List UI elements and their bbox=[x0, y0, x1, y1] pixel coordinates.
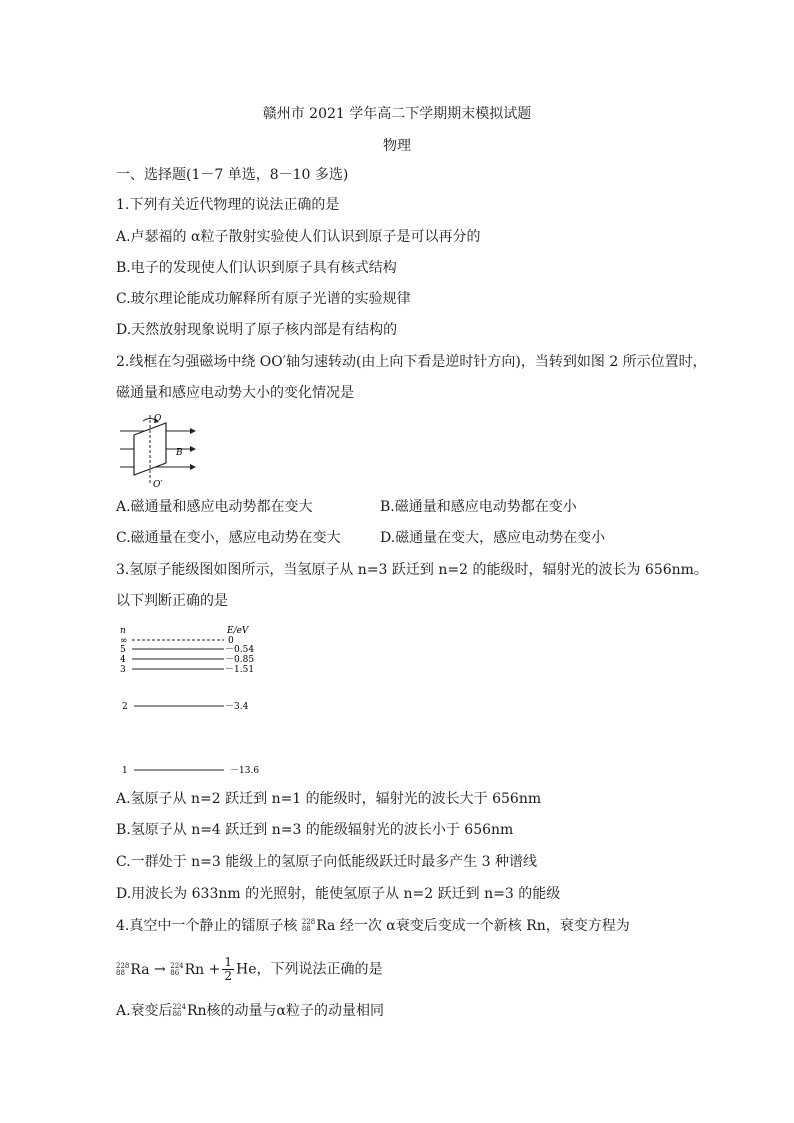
level-n-2: 2 bbox=[122, 702, 128, 712]
q4-option-a bbox=[116, 1002, 384, 1020]
opt-rn-mass: 224 bbox=[172, 1003, 186, 1011]
q4-decay-equation bbox=[116, 956, 383, 983]
q1-stem: 1.下列有关近代物理的说法正确的是 bbox=[116, 197, 340, 213]
eq-arrow: → bbox=[154, 961, 166, 978]
level-e-1: －13.6 bbox=[230, 766, 260, 776]
level-e-4: －0.85 bbox=[225, 655, 255, 665]
q2-stem-line1: 2.线框在匀强磁场中绕 OO′轴匀速转动(由上向下看是逆时针方向)，当转到如图 2 所示位置时， bbox=[116, 354, 707, 370]
eq-plus: + bbox=[208, 961, 221, 978]
q3-stem-line2: 以下判断正确的是 bbox=[116, 593, 228, 609]
axis-label-o: O bbox=[154, 414, 162, 424]
eq-rn-symbol: Rn bbox=[184, 961, 205, 978]
q2-stem-line2: 磁通量和感应电动势大小的变化情况是 bbox=[116, 385, 354, 401]
eq-rn-mass: 224 bbox=[170, 961, 184, 970]
q3-stem-line1: 3.氢原子能级图如图所示，当氢原子从 n=3 跃迁到 n=2 的能级时，辐射光的波长为 656nm。 bbox=[116, 562, 708, 578]
level-e-inf: 0 bbox=[228, 636, 234, 646]
eq-fraction bbox=[222, 956, 234, 983]
q3-option-b: B.氢原子从 n=4 跃迁到 n=3 的能级辐射光的波长小于 656nm bbox=[116, 822, 514, 838]
eq-ra-symbol: Ra bbox=[130, 961, 150, 978]
level-e-2: －3.4 bbox=[225, 702, 249, 712]
q1-option-d: D.天然放射现象说明了原子核内部是有结构的 bbox=[116, 322, 398, 338]
level-n-3: 3 bbox=[120, 665, 126, 675]
field-label-b: B bbox=[176, 448, 183, 458]
q3-option-a: A.氢原子从 n=2 跃迁到 n=1 的能级时，辐射光的波长大于 656nm bbox=[116, 791, 542, 807]
n-header: n bbox=[120, 626, 126, 636]
page-title: 赣州市 2021 学年高二下学期期末模拟试题 bbox=[262, 106, 532, 122]
ra-symbol: Ra bbox=[316, 918, 336, 934]
opt-rn-charge: 86 bbox=[172, 1010, 182, 1018]
level-e-5: －0.54 bbox=[225, 645, 255, 655]
q3-option-c: C.一群处于 n=3 能级上的氢原子向低能级跃迁时最多产生 3 种谱线 bbox=[116, 854, 538, 870]
eq-ra-mass: 228 bbox=[116, 961, 130, 970]
q4-stem-b: 经一次 α衰变后变成一个新核 Rn，衰变方程为 bbox=[339, 918, 630, 934]
level-n-4: 4 bbox=[120, 655, 126, 665]
q4-option-a-prefix: A.衰变后 bbox=[116, 1003, 173, 1019]
eq-radium bbox=[116, 961, 150, 979]
q2-option-c: C.磁通量在变小，感应电动势在变大 bbox=[116, 530, 341, 546]
q4-stem-c: ，下列说法正确的是 bbox=[256, 961, 383, 978]
eq-frac-num: 1 bbox=[224, 955, 232, 969]
q2-option-d: D.磁通量在变大，感应电动势在变小 bbox=[380, 530, 606, 546]
subject-title: 物理 bbox=[383, 138, 411, 154]
level-n-inf: ∞ bbox=[120, 636, 128, 646]
ra-atomic-number: 88 bbox=[301, 925, 311, 933]
ra-mass-number: 228 bbox=[301, 918, 316, 926]
eq-radon bbox=[170, 961, 204, 979]
e-header: E/eV bbox=[227, 626, 249, 636]
level-n-5: 5 bbox=[120, 645, 126, 655]
section-heading: 一、选择题(1－7 单选，8－10 多选) bbox=[116, 167, 349, 183]
q4-stem-line1 bbox=[116, 917, 630, 935]
radium-nuclide bbox=[302, 917, 336, 935]
q4-stem-a: 4.真空中一个静止的镭原子核 bbox=[116, 918, 298, 934]
level-e-3: －1.51 bbox=[225, 665, 255, 675]
eq-frac-den: 2 bbox=[224, 969, 232, 983]
eq-rn-charge: 86 bbox=[170, 968, 180, 977]
energy-level-diagram bbox=[118, 622, 278, 778]
q3-option-d: D.用波长为 633nm 的光照射，能使氢原子从 n=2 跃迁到 n=3 的能级 bbox=[116, 886, 561, 902]
level-n-1: 1 bbox=[122, 766, 128, 776]
eq-he-symbol: He bbox=[236, 961, 257, 978]
axis-label-o-prime: O′ bbox=[153, 480, 163, 489]
q4-option-a-suffix: 核的动量与α粒子的动量相同 bbox=[206, 1003, 384, 1019]
q2-coil-figure bbox=[118, 413, 198, 489]
q2-option-a: A.磁通量和感应电动势都在变大 bbox=[116, 499, 313, 515]
q1-option-c: C.玻尔理论能成功解释所有原子光谱的实验规律 bbox=[116, 291, 411, 307]
q1-option-b: B.电子的发现使人们认识到原子具有核式结构 bbox=[116, 260, 397, 276]
eq-ra-charge: 88 bbox=[116, 968, 125, 977]
opt-rn-symbol: Rn bbox=[186, 1003, 207, 1019]
q2-option-b: B.磁通量和感应电动势都在变小 bbox=[380, 499, 577, 515]
q1-option-a: A.卢瑟福的 α粒子散射实验使人们认识到原子是可以再分的 bbox=[116, 229, 481, 245]
opt-radon bbox=[173, 1002, 207, 1020]
